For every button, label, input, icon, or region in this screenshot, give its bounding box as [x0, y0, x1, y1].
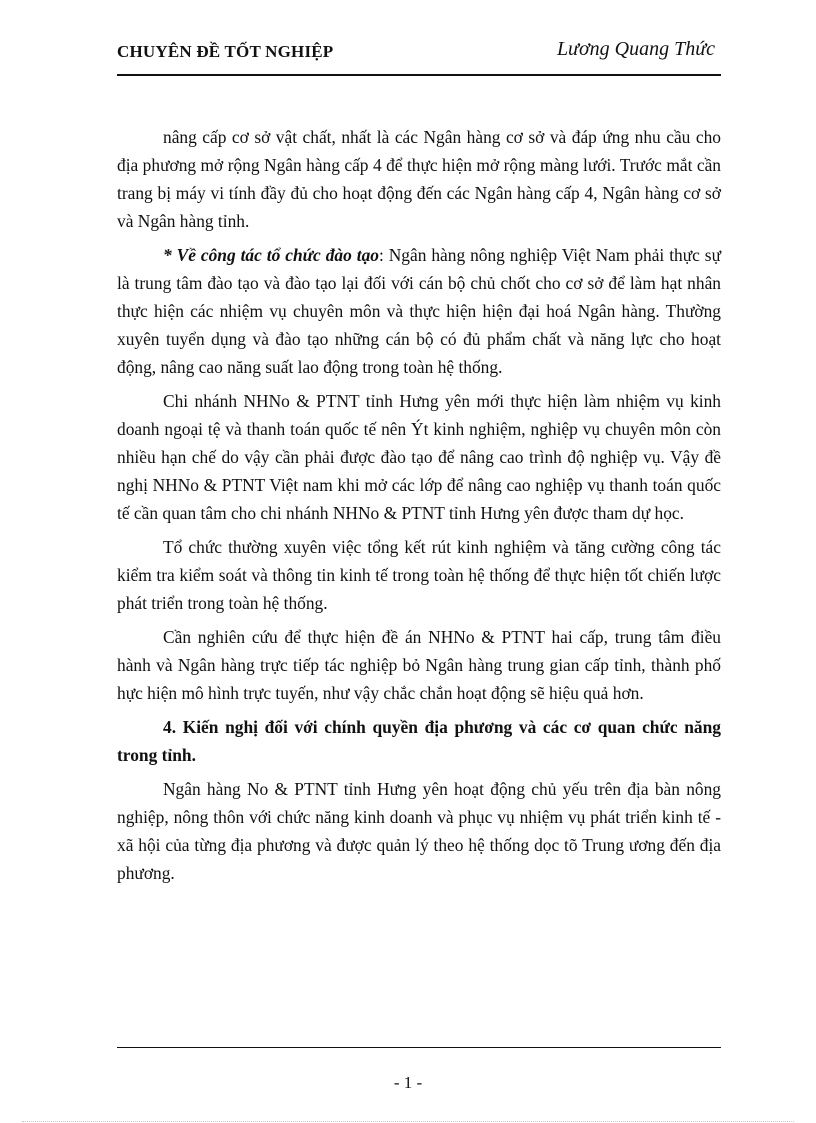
header-title: CHUYÊN ĐỀ TỐT NGHIỆP	[117, 42, 334, 61]
page-number: - 1 -	[393, 1073, 423, 1092]
page-header	[117, 38, 721, 68]
paragraph-1: nâng cấp cơ sở vật chất, nhất là các Ngân hàng cơ sở và đáp ứng nhu cầu cho địa phương mở rộng Ngân hàng cấp 4 để thực hiện mở rộng màng lưới. Trước mắt cần trang bị máy vi tính đầy đủ cho hoạt động đến các Ngân hàng cấp 4, Ngân hàng cơ sở và Ngân hàng tỉnh.	[117, 127, 721, 231]
section-heading-4: 4. Kiến nghị đối với chính quyền địa phương và các cơ quan chức năng trong tỉnh.	[117, 717, 721, 765]
document-body	[117, 123, 721, 893]
paragraph-2-text: : Ngân hàng nông nghiệp Việt Nam phải thực sự là trung tâm đào tạo và đào tạo lại đối với cán bộ chủ chốt cho cơ sở để làm hạt nhân thực hiện các nhiệm vụ chuyên môn và thực hiện hiện đại hoá Ngân hàng. Thường xuyên tuyển dụng và đào tạo những cán bộ có đủ phẩm chất và năng lực cho hoạt động, nâng cao năng suất lao động trong toàn hệ thống.	[117, 245, 721, 377]
header-author: Lương Quang Thức	[556, 38, 715, 60]
paragraph-6: Ngân hàng No & PTNT tỉnh Hưng yên hoạt động chủ yếu trên địa bàn nông nghiệp, nông thôn với chức năng kinh doanh và phục vụ nhiệm vụ phát triển kinh tế - xã hội của từng địa phương và được quản lý theo hệ thống dọc tõ Trung ương đến địa phương.	[117, 779, 721, 883]
paragraph-4: Tổ chức thường xuyên việc tổng kết rút kinh nghiệm và tăng cường công tác kiểm tra kiểm soát và thông tin kinh tế trong toàn hệ thống để thực hiện tốt chiến lược phát triển trong toàn hệ thống.	[117, 537, 721, 613]
paragraph-5: Cần nghiên cứu để thực hiện đề án NHNo & PTNT hai cấp, trung tâm điều hành và Ngân hàng trực tiếp tác nghiệp bỏ Ngân hàng trung gian cấp tỉnh, thành phố hực hiện mô hình trực tuyến, như vậy chắc chắn hoạt động sẽ hiệu quả hơn.	[117, 627, 721, 703]
paragraph-2-lead: * Về công tác tổ chức đào tạo	[163, 245, 379, 265]
page-edge-dotted-line	[22, 1121, 794, 1122]
footer-rule	[117, 1047, 721, 1048]
paragraph-2	[117, 241, 721, 381]
paragraph-3: Chi nhánh NHNo & PTNT tỉnh Hưng yên mới thực hiện làm nhiệm vụ kinh doanh ngoại tệ và thanh toán quốc tế nên Ýt kinh nghiệm, nghiệp vụ chuyên môn còn nhiều hạn chế do vậy cần phải được đào tạo để nâng cao trình độ nghiệp vụ. Vậy đề nghị NHNo & PTNT Việt nam khi mở các lớp để nâng cao nghiệp vụ thanh toán quốc tế cần quan tâm cho chi nhánh NHNo & PTNT tỉnh Hưng yên được tham dự học.	[117, 391, 721, 523]
header-rule	[117, 74, 721, 76]
